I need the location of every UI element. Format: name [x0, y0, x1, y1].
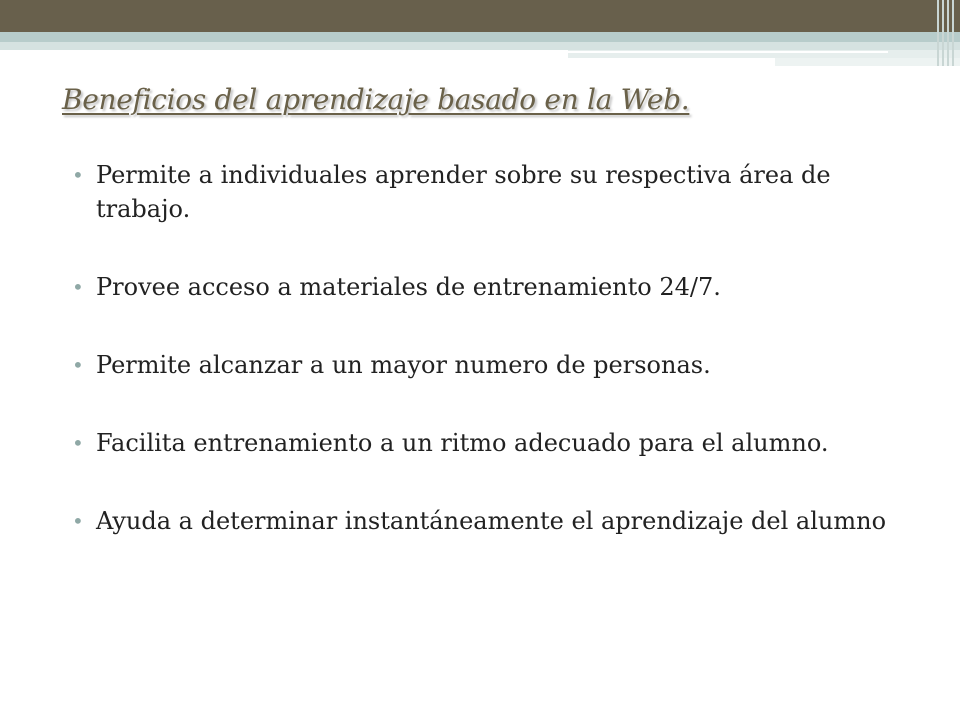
slide-title: Beneficios del aprendizaje basado en la Web. — [62, 83, 690, 116]
header-vertical-lines — [932, 0, 954, 66]
bullet-item: • Provee acceso a materiales de entrenamiento 24/7. — [72, 270, 912, 304]
header-divider-line — [568, 51, 888, 53]
decor-line — [947, 0, 949, 66]
decor-line — [952, 0, 954, 66]
header-band — [0, 0, 960, 32]
header-strip-light — [0, 42, 960, 50]
decor-line — [937, 0, 939, 66]
bullet-item: • Ayuda a determinar instantáneamente el aprendizaje del alumno — [72, 504, 912, 538]
bullet-list — [72, 158, 912, 582]
header-strip — [0, 32, 960, 42]
bullet-item: • Permite alcanzar a un mayor numero de personas. — [72, 348, 912, 382]
bullet-item: • Facilita entrenamiento a un ritmo adecuado para el alumno. — [72, 426, 912, 460]
bullet-item: • Permite a individuales aprender sobre su respectiva área de trabajo. — [72, 158, 912, 226]
decor-line — [942, 0, 944, 66]
